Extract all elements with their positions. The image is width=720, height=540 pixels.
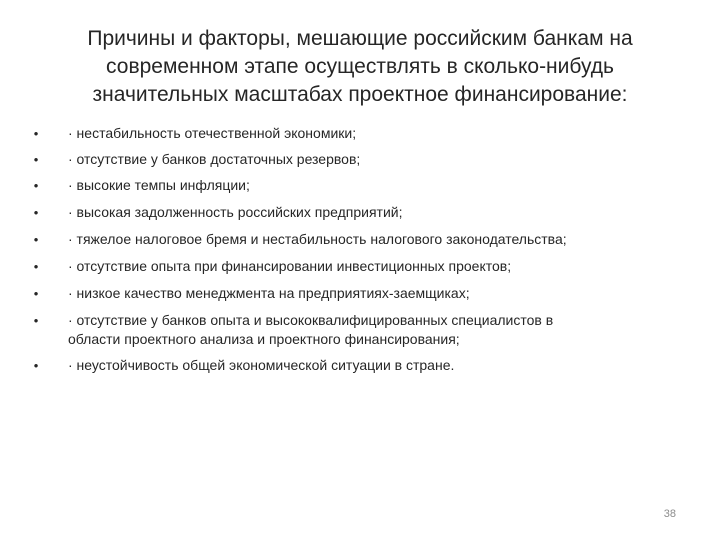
bullet-dot: • [33, 259, 39, 274]
bullet-line: · высокая задолженность российских предприятий; [68, 204, 403, 220]
bullet-line: · высокие темпы инфляции; [68, 177, 250, 193]
bullet-text [68, 150, 668, 169]
title-line: современном этапе осуществлять в сколько-нибудь [106, 55, 614, 78]
bullet-line: · отсутствие у банков достаточных резервов; [68, 151, 361, 167]
bullet-text [68, 284, 668, 303]
page-number: 38 [663, 508, 676, 520]
bullet-text [68, 124, 668, 143]
bullet-line: · тяжелое налоговое бремя и нестабильность налогового законодательства; [68, 231, 567, 247]
bullet-dot: • [33, 152, 39, 167]
bullet-text [68, 311, 668, 349]
bullet-text [68, 176, 668, 195]
bullet-text [68, 257, 668, 276]
bullet-text [68, 230, 668, 249]
bullet-line: области проектного анализа и проектного финансирования; [68, 331, 460, 347]
bullet-dot: • [33, 126, 39, 141]
bullet-dot: • [33, 286, 39, 301]
bullet-line: · низкое качество менеджмента на предприятиях-заемщиках; [68, 285, 470, 301]
slide-title [60, 25, 660, 109]
bullet-line: · отсутствие у банков опыта и высококвалифицированных специалистов в [68, 312, 554, 328]
bullet-text [68, 356, 668, 375]
bullet-line: · неустойчивость общей экономической ситуации в стране. [68, 357, 455, 373]
title-line: значительных масштабах проектное финансирование: [92, 83, 628, 106]
bullet-dot: • [33, 205, 39, 220]
bullet-line: · нестабильность отечественной экономики; [68, 125, 357, 141]
bullet-line: · отсутствие опыта при финансировании инвестиционных проектов; [68, 258, 512, 274]
bullet-dot: • [33, 313, 39, 328]
bullet-dot: • [33, 232, 39, 247]
bullet-text [68, 203, 668, 222]
bullet-dot: • [33, 178, 39, 193]
title-line: Причины и факторы, мешающие российским банкам на [87, 27, 633, 50]
bullet-dot: • [33, 358, 39, 373]
